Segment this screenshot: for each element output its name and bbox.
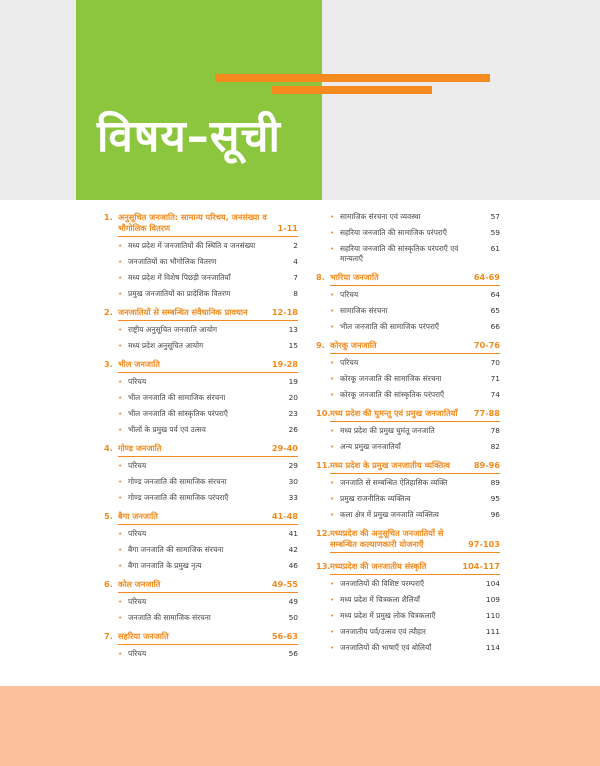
toc-item-page: 57 xyxy=(490,212,500,221)
toc-item-page: 23 xyxy=(288,409,298,418)
chapter-heading[interactable] xyxy=(316,340,500,351)
chapter-title: बैगा जनजाति xyxy=(118,511,158,521)
toc-item-page: 7 xyxy=(293,273,298,282)
chapter-number: 5. xyxy=(104,511,113,521)
chapter-heading[interactable] xyxy=(104,579,298,590)
toc-item-text: भीलों के प्रमुख पर्व एवं उत्सव xyxy=(128,425,206,434)
toc-item[interactable] xyxy=(316,595,500,605)
bullet-icon: • xyxy=(330,212,335,221)
bullet-icon: • xyxy=(330,494,335,503)
toc-chapter xyxy=(316,460,500,520)
toc-item-text: प्रमुख जनजातियों का प्रादेशिक वितरण xyxy=(128,289,231,298)
toc-item[interactable] xyxy=(316,290,500,300)
toc-item-page: 104 xyxy=(485,579,500,588)
chapter-pages: 41-48 xyxy=(271,511,298,521)
toc-item-page: 2 xyxy=(293,241,298,250)
toc-chapter xyxy=(104,307,298,351)
toc-item[interactable] xyxy=(104,649,298,659)
toc-item[interactable] xyxy=(316,611,500,621)
chapter-divider xyxy=(330,574,500,575)
toc-item[interactable] xyxy=(316,390,500,400)
toc-item-page: 26 xyxy=(288,425,298,434)
bullet-icon: • xyxy=(118,377,123,386)
toc-item-page: 15 xyxy=(288,341,298,350)
toc-item[interactable] xyxy=(316,322,500,332)
chapter-divider xyxy=(118,320,298,321)
toc-item-text: जनजाति से सम्बन्धित ऐतिहासिक व्यक्ति xyxy=(340,478,448,487)
bullet-icon: • xyxy=(118,425,123,434)
toc-item-text: जनजातीय पर्व/उत्सव एवं त्यौहार xyxy=(340,627,426,636)
toc-item[interactable] xyxy=(316,494,500,504)
chapter-heading[interactable] xyxy=(104,631,298,642)
toc-chapter xyxy=(104,443,298,503)
toc-item-page: 4 xyxy=(293,257,298,266)
bullet-icon: • xyxy=(118,613,123,622)
toc-item-page: 111 xyxy=(485,627,500,636)
bullet-icon: • xyxy=(118,597,123,606)
toc-item-text: मध्य प्रदेश में जनजातियों की स्थिति व जनसंख्या xyxy=(128,241,256,250)
toc-item[interactable] xyxy=(104,257,298,267)
toc-item[interactable] xyxy=(316,244,500,264)
bullet-icon: • xyxy=(330,442,335,451)
toc-item-page: 8 xyxy=(293,289,298,298)
bullet-icon: • xyxy=(330,390,335,399)
toc-item-text: जनजातियों की विशिष्ट परम्पराएँ xyxy=(340,579,425,588)
toc-item[interactable] xyxy=(316,478,500,488)
toc-item-page: 78 xyxy=(490,426,500,435)
toc-item-page: 65 xyxy=(490,306,500,315)
chapter-divider xyxy=(330,353,500,354)
toc-item[interactable] xyxy=(104,289,298,299)
toc-item[interactable] xyxy=(316,374,500,384)
chapter-heading[interactable] xyxy=(316,272,500,283)
bullet-icon: • xyxy=(330,426,335,435)
toc-item-text: परिचय xyxy=(128,597,147,606)
toc-item-page: 13 xyxy=(288,325,298,334)
toc-item-text: मध्य प्रदेश की प्रमुख घुमंतू जनजाति xyxy=(340,426,435,435)
chapter-number: 7. xyxy=(104,631,113,641)
toc-item-text: जनजाति की सामाजिक संरचना xyxy=(128,613,211,622)
toc-item-text: गोण्ड जनजाति की सामाजिक परंपराएँ xyxy=(128,493,229,502)
toc-item-text: बैगा जनजाति के प्रमुख नृत्य xyxy=(128,561,202,570)
bullet-icon: • xyxy=(118,257,123,266)
toc-item-page: 33 xyxy=(288,493,298,502)
toc-left-column xyxy=(104,212,298,667)
decorative-line xyxy=(272,86,432,94)
bullet-icon: • xyxy=(330,374,335,383)
toc-item[interactable] xyxy=(316,358,500,368)
chapter-number: 9. xyxy=(316,340,325,350)
toc-item-text: कोरकू जनजाति की सामाजिक संरचना xyxy=(340,374,442,383)
chapter-title: कोरकू जनजाति xyxy=(330,340,377,350)
bullet-icon: • xyxy=(330,643,335,652)
footer-band xyxy=(0,686,600,766)
toc-item[interactable] xyxy=(316,426,500,436)
chapter-divider xyxy=(118,592,298,593)
toc-item-page: 64 xyxy=(490,290,500,299)
toc-item[interactable] xyxy=(316,579,500,589)
toc-chapter xyxy=(104,579,298,623)
toc-item-text: सहरिया जनजाति की सांस्कृतिक परंपराएँ एवं मान्यताएँ xyxy=(340,244,459,263)
chapter-pages: 1-11 xyxy=(277,223,298,233)
toc-item-page: 30 xyxy=(288,477,298,486)
toc-item-text: मध्य प्रदेश अनुसूचित आयोग xyxy=(128,341,204,350)
toc-item-page: 59 xyxy=(490,228,500,237)
bullet-icon: • xyxy=(330,611,335,620)
bullet-icon: • xyxy=(118,561,123,570)
toc-item-text: भील जनजाति की सामाजिक संरचना xyxy=(128,393,226,402)
page-title: विषय–सूची xyxy=(97,111,281,162)
bullet-icon: • xyxy=(118,649,123,658)
toc-item-text: परिचय xyxy=(128,461,147,470)
bullet-icon: • xyxy=(330,244,335,253)
toc-chapter xyxy=(316,408,500,452)
chapter-heading[interactable] xyxy=(316,460,500,471)
toc-item[interactable] xyxy=(104,529,298,539)
toc-item[interactable] xyxy=(104,325,298,335)
toc-item-page: 95 xyxy=(490,494,500,503)
bullet-icon: • xyxy=(118,289,123,298)
toc-right-column xyxy=(316,212,500,661)
toc-item-text: परिचय xyxy=(340,358,359,367)
toc-item-text: परिचय xyxy=(128,377,147,386)
chapter-number: 13. xyxy=(316,561,331,571)
chapter-title: भील जनजाति xyxy=(118,359,160,369)
toc-item-text: सामाजिक संरचना xyxy=(340,306,388,315)
chapter-pages: 77-88 xyxy=(473,408,500,418)
toc-item-text: कला क्षेत्र में प्रमुख जनजाति व्यक्तित्व xyxy=(340,510,439,519)
toc-item-page: 41 xyxy=(288,529,298,538)
toc-item-text: मध्य प्रदेश में प्रमुख लोक चित्रकलाएँ xyxy=(340,611,436,620)
toc-item-page: 96 xyxy=(490,510,500,519)
bullet-icon: • xyxy=(330,358,335,367)
bullet-icon: • xyxy=(330,290,335,299)
bullet-icon: • xyxy=(118,409,123,418)
toc-item[interactable] xyxy=(104,393,298,403)
chapter-pages: 70-76 xyxy=(473,340,500,350)
toc-item-text: भील जनजाति की सांस्कृतिक परंपराएँ xyxy=(128,409,228,418)
chapter-pages: 19-28 xyxy=(271,359,298,369)
toc-chapter xyxy=(104,212,298,299)
toc-item-text: परिचय xyxy=(128,649,147,658)
toc-chapter xyxy=(104,631,298,659)
chapter-heading[interactable] xyxy=(104,307,298,318)
toc-item-page: 61 xyxy=(490,244,500,253)
toc-item-text: गोण्ड जनजाति की सामाजिक संरचना xyxy=(128,477,227,486)
bullet-icon: • xyxy=(330,228,335,237)
bullet-icon: • xyxy=(118,393,123,402)
toc-item[interactable] xyxy=(104,273,298,283)
toc-chapter xyxy=(316,561,500,653)
toc-item[interactable] xyxy=(104,425,298,435)
toc-item-page: 42 xyxy=(288,545,298,554)
chapter-heading[interactable] xyxy=(104,443,298,454)
chapter-number: 3. xyxy=(104,359,113,369)
toc-item[interactable] xyxy=(104,409,298,419)
toc-item-page: 89 xyxy=(490,478,500,487)
toc-chapter xyxy=(316,340,500,400)
chapter-title: मध्यप्रदेश की जनजातीय संस्कृति xyxy=(330,561,427,571)
chapter-divider xyxy=(330,421,500,422)
bullet-icon: • xyxy=(118,545,123,554)
toc-item-page: 66 xyxy=(490,322,500,331)
chapter-number: 1. xyxy=(104,212,113,222)
toc-item[interactable] xyxy=(104,613,298,623)
toc-item-text: राष्ट्रीय अनुसूचित जनजाति आयोग xyxy=(128,325,218,334)
chapter-title: मध्यप्रदेश की अनुसूचित जनजातियों से सम्बन्धित कल्याणकारी योजनाएँ xyxy=(330,528,444,549)
chapter-title: अनुसूचित जनजाति: सामान्य परिचय, जनसंख्या व भौगोलिक वितरण xyxy=(118,212,267,233)
toc-item-page: 56 xyxy=(288,649,298,658)
bullet-icon: • xyxy=(118,273,123,282)
chapter-title: मध्य प्रदेश की घुमन्तू एवं प्रमुख जनजातियाँ xyxy=(330,408,458,418)
chapter-number: 2. xyxy=(104,307,113,317)
chapter-pages: 89-96 xyxy=(473,460,500,470)
toc-item[interactable] xyxy=(104,597,298,607)
bullet-icon: • xyxy=(118,493,123,502)
chapter-number: 11. xyxy=(316,460,331,470)
chapter-title: गोण्ड जनजाति xyxy=(118,443,162,453)
chapter-pages: 29-40 xyxy=(271,443,298,453)
decorative-line xyxy=(215,74,490,82)
toc-item[interactable] xyxy=(104,461,298,471)
chapter-heading[interactable] xyxy=(316,561,500,572)
toc-item-text: भील जनजाति की सामाजिक परंपराएँ xyxy=(340,322,439,331)
toc-item-text: बैगा जनजाति की सामाजिक संरचना xyxy=(128,545,224,554)
bullet-icon: • xyxy=(330,579,335,588)
toc-chapter xyxy=(316,212,500,264)
bullet-icon: • xyxy=(330,322,335,331)
toc-item[interactable] xyxy=(316,510,500,520)
chapter-number: 4. xyxy=(104,443,113,453)
chapter-pages: 97-103 xyxy=(468,539,500,549)
toc-item[interactable] xyxy=(316,306,500,316)
chapter-pages: 64-69 xyxy=(473,272,500,282)
toc-item-text: प्रमुख राजनीतिक व्यक्तित्व xyxy=(340,494,411,503)
toc-item[interactable] xyxy=(104,241,298,251)
toc-item-page: 49 xyxy=(288,597,298,606)
toc-chapter xyxy=(316,272,500,332)
bullet-icon: • xyxy=(118,461,123,470)
toc-item-text: जनजातियों का भौगोलिक वितरण xyxy=(128,257,217,266)
toc-item[interactable] xyxy=(316,442,500,452)
toc-item[interactable] xyxy=(104,493,298,503)
chapter-number: 8. xyxy=(316,272,325,282)
toc-item[interactable] xyxy=(104,561,298,571)
chapter-heading[interactable] xyxy=(316,408,500,419)
toc-item-text: मध्य प्रदेश में विशेष पिछड़ी जनजातियाँ xyxy=(128,273,231,282)
toc-item-text: सहरिया जनजाति की सामाजिक परंपराएँ xyxy=(340,228,447,237)
toc-item-page: 109 xyxy=(485,595,500,604)
toc-item-page: 71 xyxy=(490,374,500,383)
chapter-number: 6. xyxy=(104,579,113,589)
chapter-title: भारिया जनजाति xyxy=(330,272,379,282)
toc-item[interactable] xyxy=(104,377,298,387)
toc-item[interactable] xyxy=(104,341,298,351)
chapter-divider xyxy=(330,473,500,474)
bullet-icon: • xyxy=(330,627,335,636)
toc-chapter xyxy=(104,359,298,435)
chapter-divider xyxy=(330,552,500,553)
bullet-icon: • xyxy=(330,306,335,315)
toc-item-page: 19 xyxy=(288,377,298,386)
bullet-icon: • xyxy=(118,529,123,538)
toc-item-page: 50 xyxy=(288,613,298,622)
toc-chapter xyxy=(316,528,500,553)
chapter-divider xyxy=(118,456,298,457)
toc-item-text: सामाजिक संरचना एवं व्यवस्था xyxy=(340,212,421,221)
toc-item-text: परिचय xyxy=(340,290,359,299)
chapter-divider xyxy=(118,236,298,237)
toc-item-page: 29 xyxy=(288,461,298,470)
toc-item[interactable] xyxy=(316,212,500,222)
toc-item-page: 110 xyxy=(485,611,500,620)
toc-item-page: 114 xyxy=(485,643,500,652)
chapter-number: 12. xyxy=(316,528,331,538)
toc-item[interactable] xyxy=(316,627,500,637)
chapter-divider xyxy=(330,285,500,286)
chapter-title: मध्य प्रदेश के प्रमुख जनजातीय व्यक्तित्व xyxy=(330,460,450,470)
chapter-heading[interactable] xyxy=(104,511,298,522)
chapter-pages: 104-117 xyxy=(462,561,500,571)
title-block xyxy=(76,0,322,200)
chapter-pages: 12-18 xyxy=(271,307,298,317)
chapter-heading[interactable] xyxy=(104,212,298,234)
toc-item-text: जनजातियों की भाषाएँ एवं बोलियाँ xyxy=(340,643,432,652)
chapter-divider xyxy=(118,372,298,373)
toc-item-page: 70 xyxy=(490,358,500,367)
bullet-icon: • xyxy=(330,478,335,487)
toc-item[interactable] xyxy=(316,643,500,653)
chapter-number: 10. xyxy=(316,408,331,418)
chapter-divider xyxy=(118,644,298,645)
chapter-title: जनजातियों से सम्बन्धित संवैधानिक प्रावधान xyxy=(118,307,248,317)
chapter-heading[interactable] xyxy=(316,528,500,550)
toc-item-text: कोरकू जनजाति की सांस्कृतिक परंपराएँ xyxy=(340,390,445,399)
chapter-pages: 49-55 xyxy=(271,579,298,589)
toc-item[interactable] xyxy=(316,228,500,238)
toc-item-text: परिचय xyxy=(128,529,147,538)
chapter-heading[interactable] xyxy=(104,359,298,370)
toc-item-page: 74 xyxy=(490,390,500,399)
chapter-title: कोल जनजाति xyxy=(118,579,161,589)
toc-item-text: अन्य प्रमुख जनजातियाँ xyxy=(340,442,401,451)
toc-chapter xyxy=(104,511,298,571)
bullet-icon: • xyxy=(330,595,335,604)
chapter-pages: 56-63 xyxy=(271,631,298,641)
toc-item-page: 82 xyxy=(490,442,500,451)
bullet-icon: • xyxy=(330,510,335,519)
toc-item-text: मध्य प्रदेश में चित्रकला शैलियाँ xyxy=(340,595,420,604)
toc-item[interactable] xyxy=(104,545,298,555)
toc-item-page: 46 xyxy=(288,561,298,570)
bullet-icon: • xyxy=(118,241,123,250)
toc-item-page: 20 xyxy=(288,393,298,402)
toc-item[interactable] xyxy=(104,477,298,487)
bullet-icon: • xyxy=(118,325,123,334)
chapter-divider xyxy=(118,524,298,525)
bullet-icon: • xyxy=(118,477,123,486)
chapter-title: सहरिया जनजाति xyxy=(118,631,169,641)
bullet-icon: • xyxy=(118,341,123,350)
